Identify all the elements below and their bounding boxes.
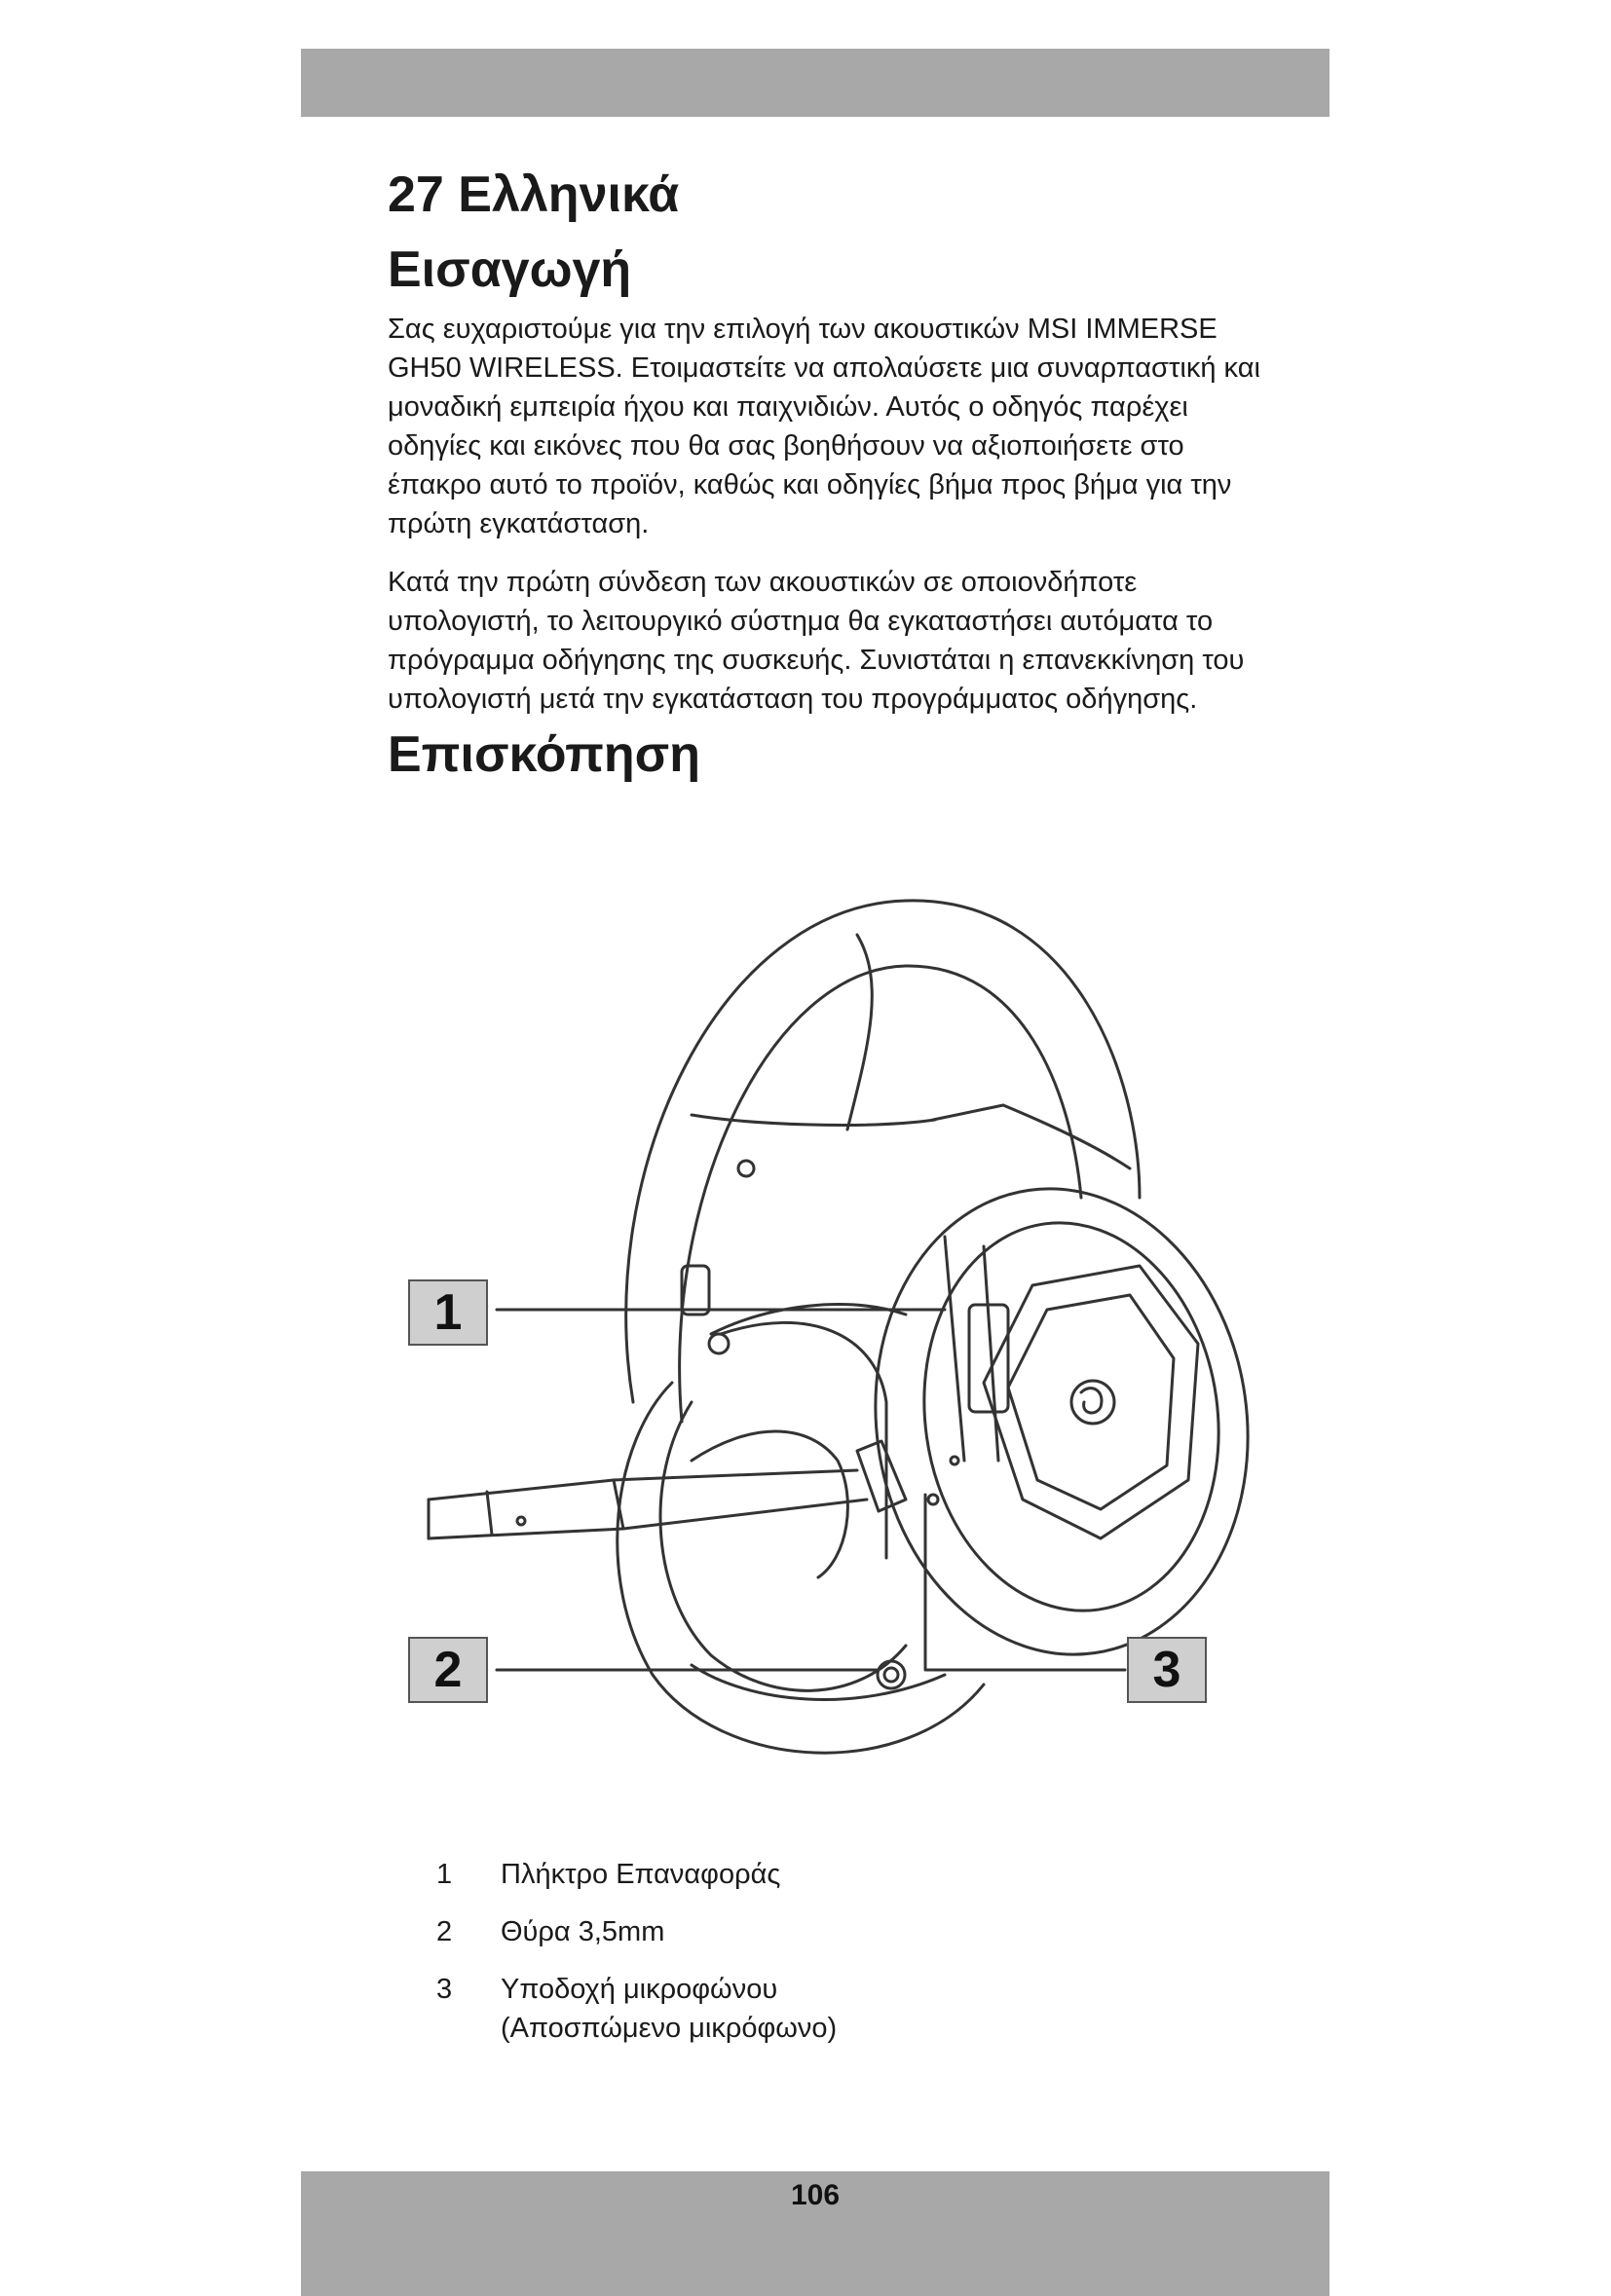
- legend-item: [436, 1912, 1118, 1951]
- port-35mm: [878, 1661, 905, 1688]
- page-content: [388, 156, 1284, 791]
- legend-label: Υποδοχή μικροφώνου: [501, 1974, 778, 2005]
- callout-1: [409, 1280, 487, 1345]
- legend-sublabel: (Αποσπώμενο μικρόφωνο): [501, 2013, 838, 2044]
- svg-text:2: 2: [433, 1642, 463, 1698]
- svg-text:1: 1: [433, 1284, 463, 1341]
- svg-text:3: 3: [1152, 1642, 1181, 1698]
- right-earcup: [845, 1165, 1256, 1679]
- callout-2: [409, 1638, 487, 1702]
- legend-item: [436, 1855, 1118, 1894]
- headband-outer: [626, 901, 1140, 1402]
- legend-label: Πλήκτρο Επαναφοράς: [501, 1859, 781, 1890]
- legend-number: 3: [436, 1974, 453, 2005]
- header-bar: [301, 49, 1330, 117]
- headset-diagram: [399, 876, 1256, 1831]
- overview-heading: Επισκόπηση: [388, 726, 701, 783]
- legend-number: 2: [436, 1916, 453, 1947]
- legend-label: Θύρα 3,5mm: [501, 1916, 665, 1947]
- parts-legend: [436, 1855, 1118, 2066]
- page-number: 106: [790, 2179, 841, 2211]
- boom-microphone: [429, 1470, 857, 1500]
- intro-heading: Εισαγωγή: [388, 241, 632, 298]
- intro-paragraph-2: Κατά την πρώτη σύνδεση των ακουστικών σε οποιονδήποτε υπολογιστή, το λειτουργικό σύστημα θα εγκαταστήσει αυτόματα το πρόγραμμα οδήγησης της συσκευής. Συνιστάται η επανεκκίνηση του υπολογιστή μετά την εγκατάσταση του προγράμματος οδήγησης.: [388, 567, 1245, 715]
- hexagon-plate: [984, 1266, 1198, 1538]
- chapter-title: 27 Ελληνικά: [388, 167, 680, 223]
- intro-paragraph-1: Σας ευχαριστούμε για την επιλογή των ακουστικών MSI IMMERSE GH50 WIRELESS. Ετοιμαστείτε να απολαύσετε μια συναρπαστική και μοναδική εμπειρία ήχου και παιχνιδιών. Αυτός ο οδηγός παρέχει οδηγίες και εικόνες που θα σας βοηθήσουν να αξιοποιήσετε στο έπακρο αυτό το προϊόν, καθώς και οδηγίες βήμα προς βήμα για την πρώτη εγκατάσταση.: [388, 314, 1260, 539]
- legend-item: [436, 1970, 1118, 2048]
- legend-number: 1: [436, 1859, 453, 1890]
- callout-3: [1128, 1638, 1206, 1702]
